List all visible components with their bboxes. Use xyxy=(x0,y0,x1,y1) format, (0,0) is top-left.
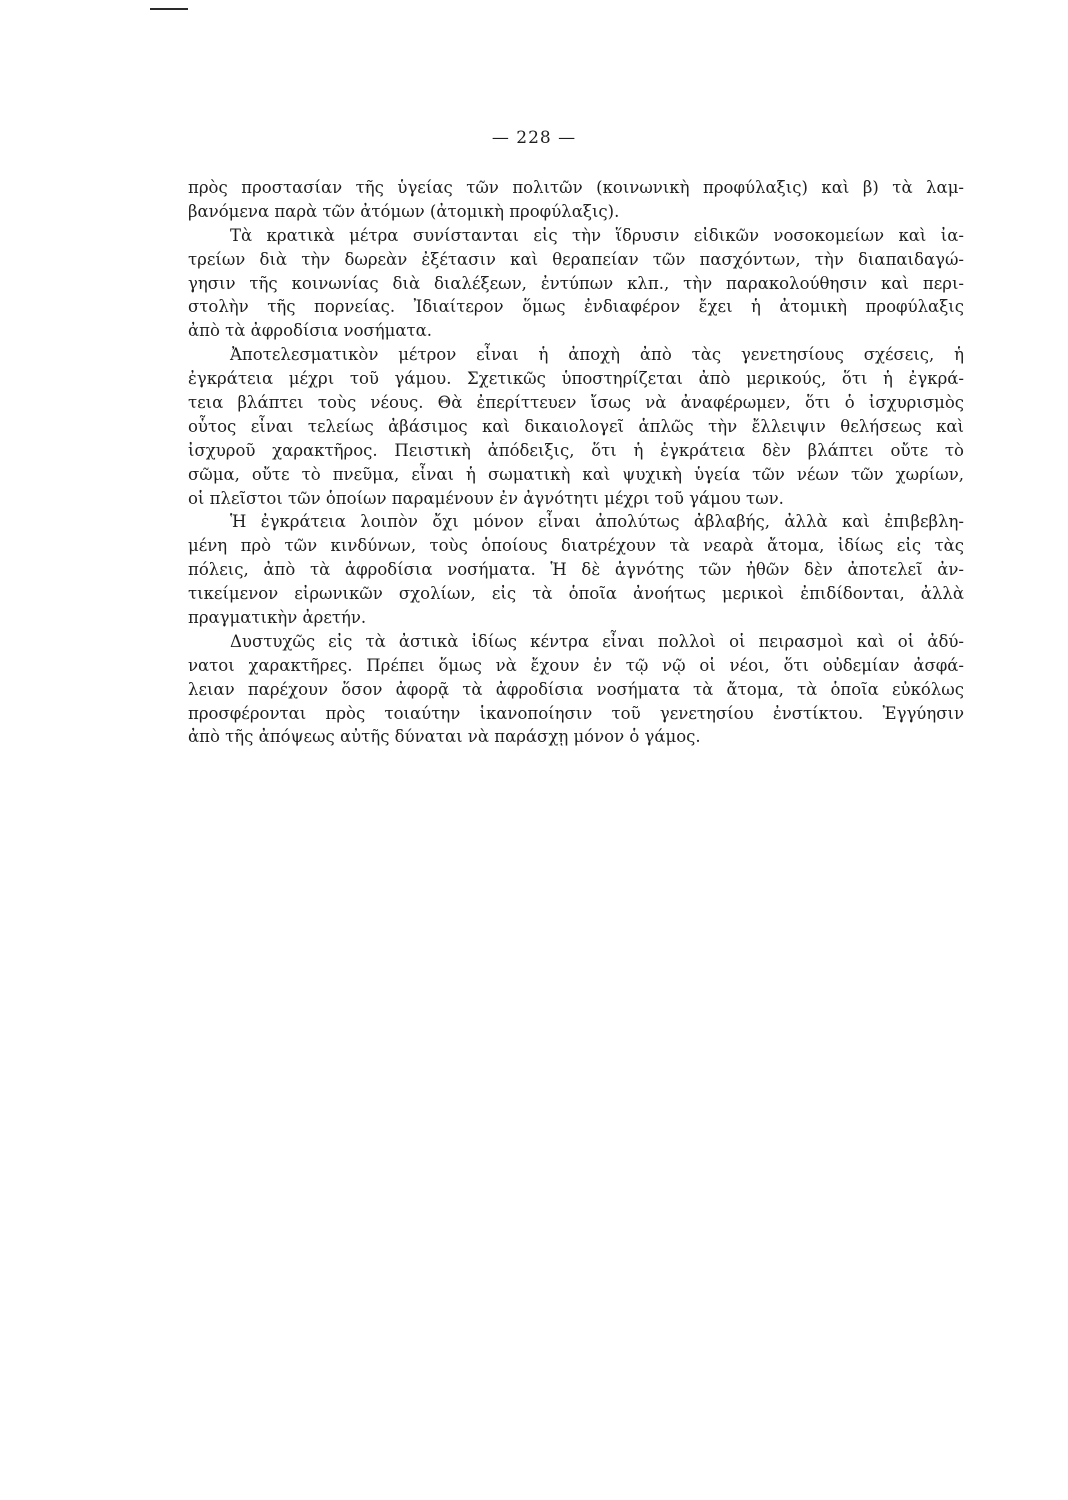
text-line: ἐγκράτεια μέχρι τοῦ γάμου. Σχετικῶς ὑποστηρίζεται ἀπὸ μερικούς, ὅτι ἡ ἐγκρά- xyxy=(188,369,964,389)
text-line: τεια βλάπτει τοὺς νέους. Θὰ ἐπερίττευεν ἴσως νὰ ἀναφέρωμεν, ὅτι ὁ ἰσχυρισμὸς xyxy=(188,393,964,413)
scan-edge-mark xyxy=(150,8,188,10)
text-line: οἱ πλεῖστοι τῶν ὁποίων παραμένουν ἐν ἀγνότητι μέχρι τοῦ γάμου των. xyxy=(188,488,784,508)
text-line: τικείμενον εἰρωνικῶν σχολίων, εἰς τὰ ὁποῖα ἀνοήτως μερικοὶ ἐπιδίδονται, ἀλλὰ xyxy=(188,584,964,604)
text-line: νατοι χαρακτῆρες. Πρέπει ὅμως νὰ ἔχουν ἐν τῷ νῷ οἱ νέοι, ὅτι οὐδεμίαν ἀσφά- xyxy=(188,655,964,675)
text-line: προσφέρονται πρὸς τοιαύτην ἱκανοποίησιν τοῦ γενετησίου ἐνστίκτου. Ἐγγύησιν xyxy=(188,703,964,723)
paragraph xyxy=(188,176,964,224)
page-number: — 228 — xyxy=(491,128,577,148)
paragraph xyxy=(188,510,964,629)
text-line: στολὴν τῆς πορνείας. Ἰδιαίτερον ὅμως ἐνδιαφέρον ἔχει ἡ ἀτομικὴ προφύλαξις xyxy=(188,297,964,317)
text-line: πραγματικὴν ἀρετήν. xyxy=(188,608,367,628)
text-line: Ἡ ἐγκράτεια λοιπὸν ὄχι μόνον εἶναι ἀπολύτως ἀβλαβής, ἀλλὰ καὶ ἐπιβεβλη- xyxy=(230,512,964,532)
text-line: βανόμενα παρὰ τῶν ἀτόμων (ἀτομικὴ προφύλαξις). xyxy=(188,201,620,221)
text-line: πρὸς προστασίαν τῆς ὑγείας τῶν πολιτῶν (κοινωνικὴ προφύλαξις) καὶ β) τὰ λαμ- xyxy=(188,178,964,197)
text-line: ἀπὸ τῆς ἀπόψεως αὐτῆς δύναται νὰ παράσχῃ μόνον ὁ γάμος. xyxy=(188,727,701,747)
text-line: λειαν παρέχουν ὅσον ἀφορᾷ τὰ ἀφροδίσια νοσήματα τὰ ἄτομα, τὰ ὁποῖα εὐκόλως xyxy=(188,679,964,699)
text-line: Τὰ κρατικὰ μέτρα συνίστανται εἰς τὴν ἵδρυσιν εἰδικῶν νοσοκομείων καὶ ἰα- xyxy=(230,225,964,245)
paragraph xyxy=(188,343,964,510)
body-text xyxy=(188,176,964,749)
paragraph xyxy=(188,630,964,749)
text-line: Δυστυχῶς εἰς τὰ ἀστικὰ ἰδίως κέντρα εἶναι πολλοὶ οἱ πειρασμοὶ καὶ οἱ ἀδύ- xyxy=(230,631,964,651)
text-line: ἰσχυροῦ χαρακτῆρος. Πειστικὴ ἀπόδειξις, ὅτι ἡ ἐγκράτεια δὲν βλάπτει οὔτε τὸ xyxy=(188,440,964,460)
text-line: Ἀποτελεσματικὸν μέτρον εἶναι ἡ ἀποχὴ ἀπὸ τὰς γενετησίους σχέσεις, ἡ xyxy=(230,345,964,365)
text-line: μένη πρὸ τῶν κινδύνων, τοὺς ὁποίους διατρέχουν τὰ νεαρὰ ἄτομα, ἰδίως εἰς τὰς xyxy=(188,536,964,556)
text-line: οὗτος εἶναι τελείως ἀβάσιμος καὶ δικαιολογεῖ ἁπλῶς τὴν ἔλλειψιν θελήσεως καὶ xyxy=(188,416,964,436)
text-line: σῶμα, οὔτε τὸ πνεῦμα, εἶναι ἡ σωματικὴ καὶ ψυχικὴ ὑγεία τῶν νέων τῶν χωρίων, xyxy=(188,464,964,484)
text-line: ἀπὸ τὰ ἀφροδίσια νοσήματα. xyxy=(188,321,433,341)
paragraph xyxy=(188,224,964,343)
text-line: πόλεις, ἀπὸ τὰ ἀφροδίσια νοσήματα. Ἡ δὲ ἁγνότης τῶν ἠθῶν δὲν ἀποτελεῖ ἀν- xyxy=(188,560,964,580)
text-line: γησιν τῆς κοινωνίας διὰ διαλέξεων, ἐντύπων κλπ., τὴν παρακολούθησιν καὶ περι- xyxy=(188,273,964,293)
text-line: τρείων διὰ τὴν δωρεὰν ἐξέτασιν καὶ θεραπείαν τῶν πασχόντων, τὴν διαπαιδαγώ- xyxy=(188,249,964,269)
